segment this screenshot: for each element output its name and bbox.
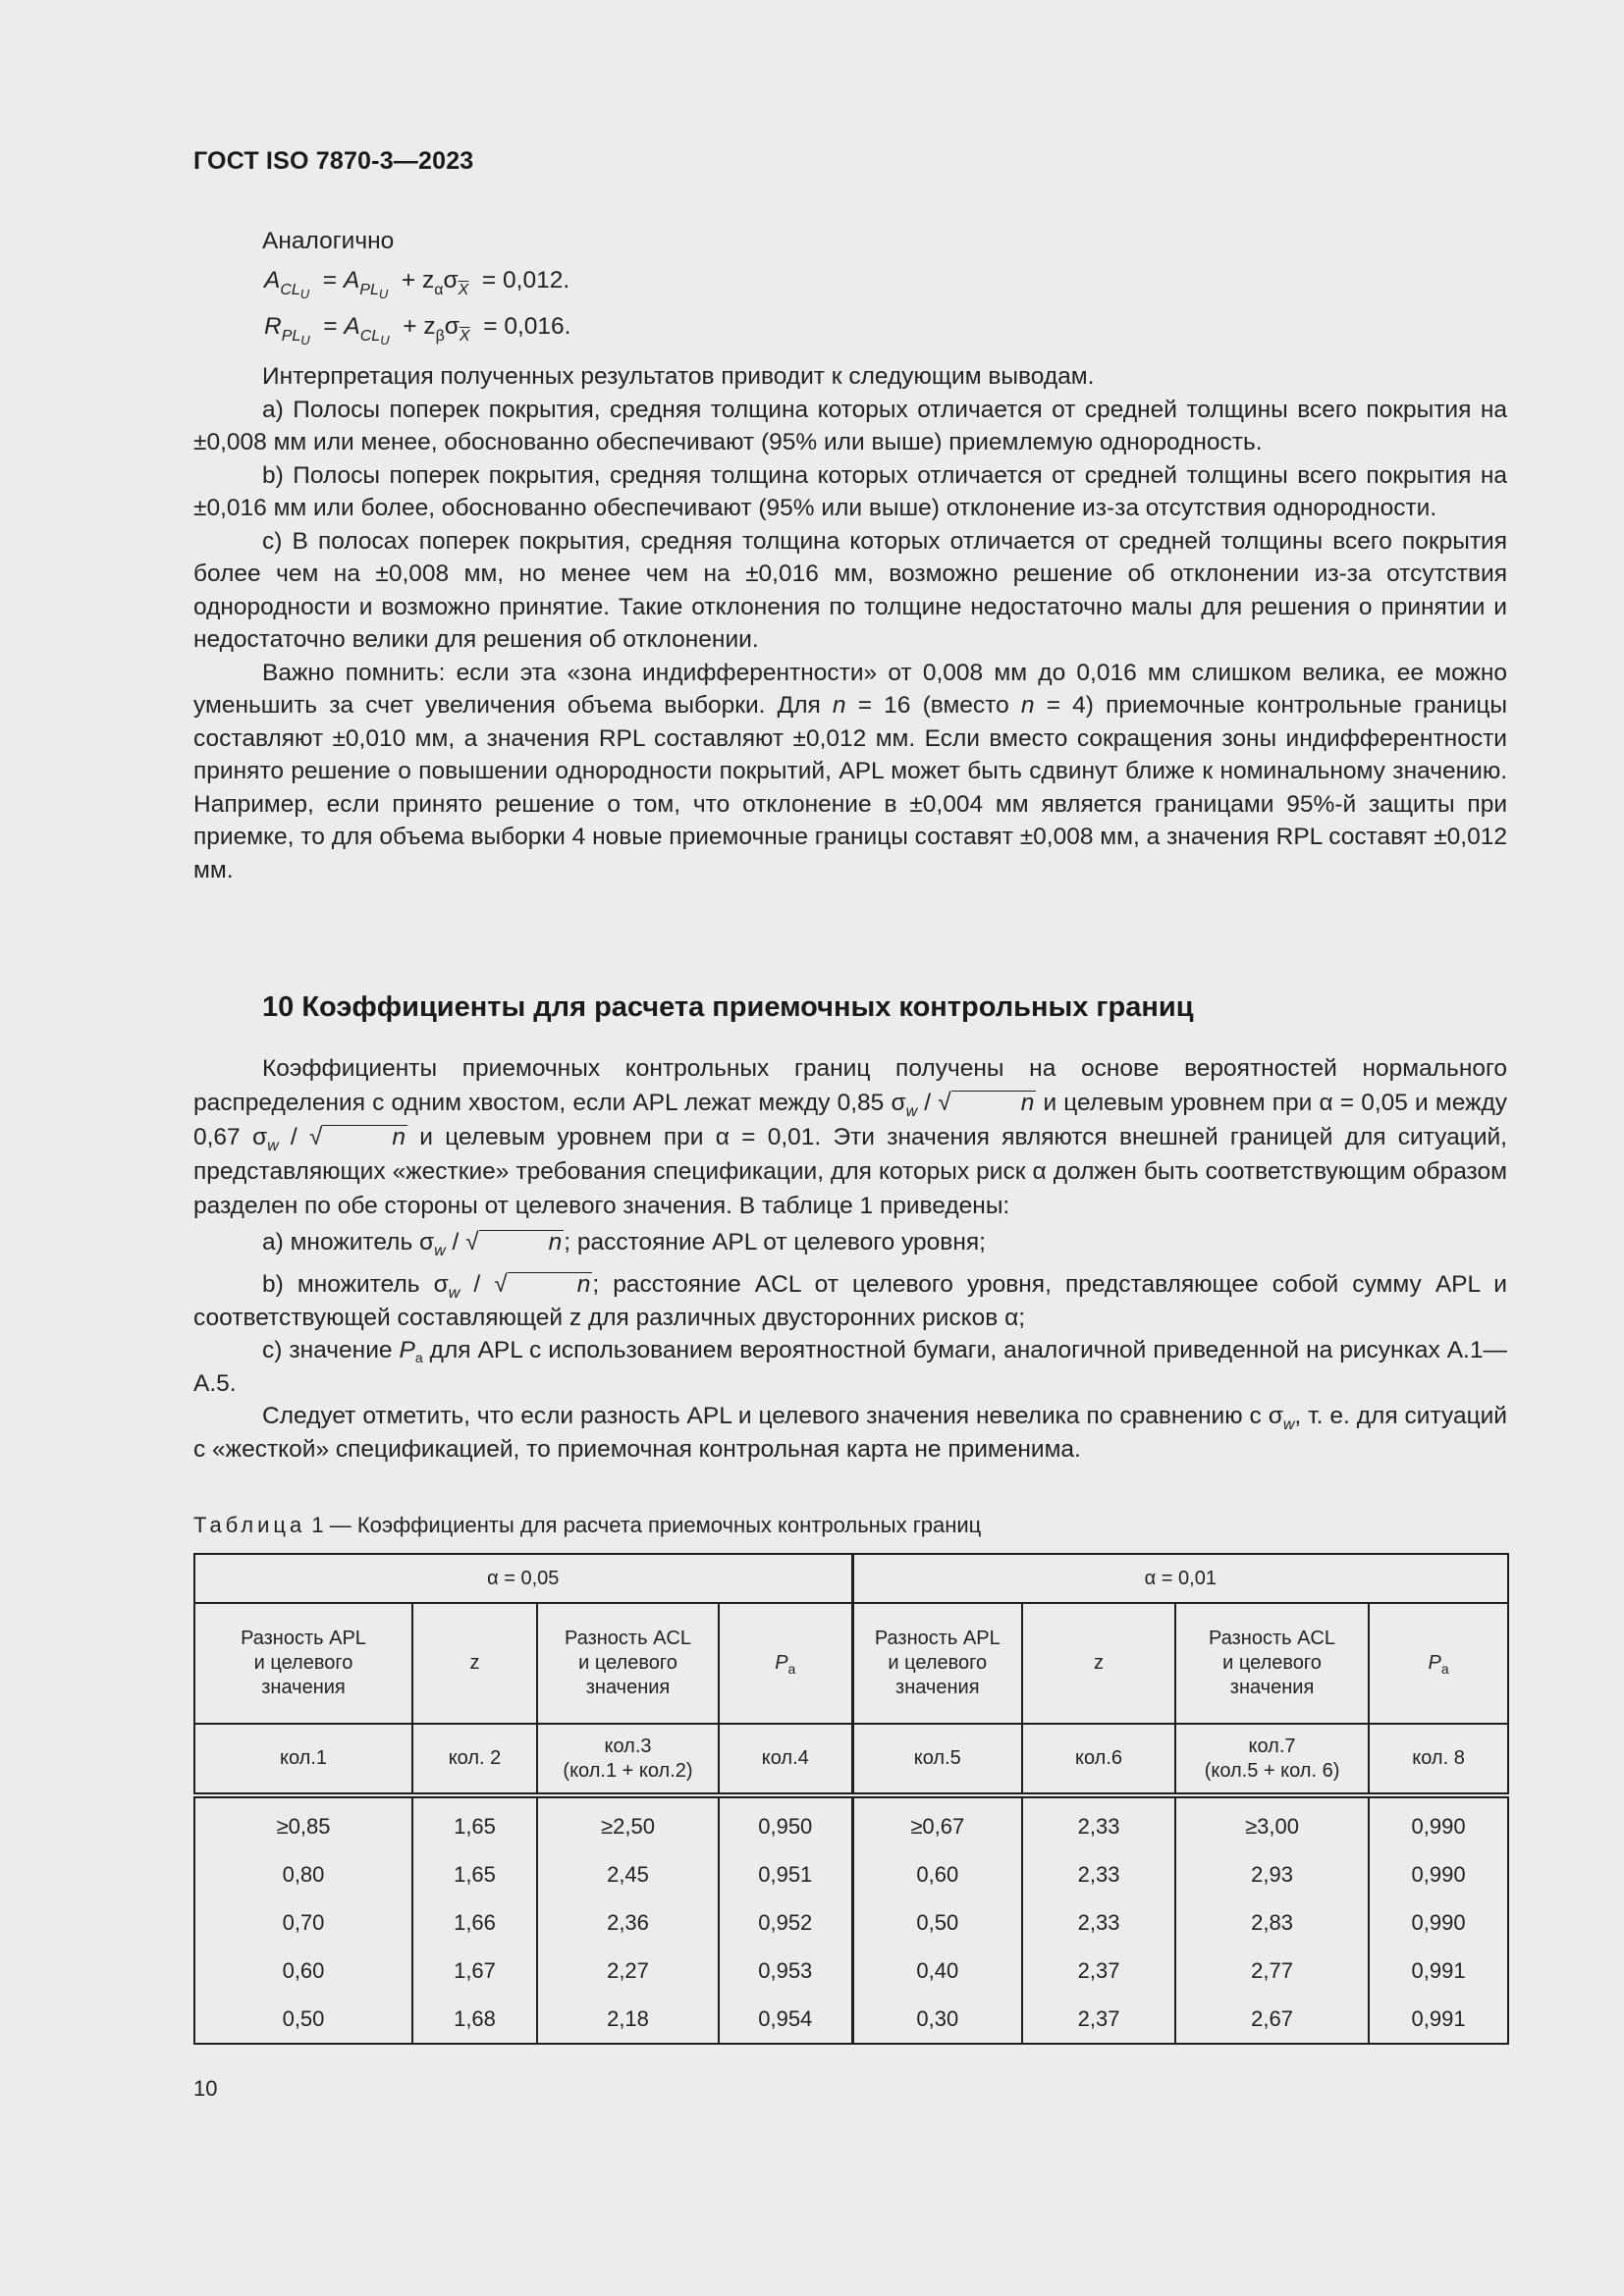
table-cell: 0,80 xyxy=(194,1850,412,1898)
col-label-2: кол. 2 xyxy=(412,1724,537,1795)
interpretation-item-c: c) В полосах поперек покрытия, средняя толщина которых отличается от средней толщины всего покрытия более чем на ±0,008 мм, но менее чем на ±0,016 мм, возможно решение об отклонении из-за отсутствия однородности и возможно принятие. Такие отклонения по толщине недостаточно малы для решения о принятии и недостаточно велики для решения об отклонении. xyxy=(193,527,1507,653)
header-pa: $P_a$ xyxy=(1369,1603,1508,1724)
col-label-4: кол.4 xyxy=(719,1724,852,1795)
group-alpha-001: α = 0,01 xyxy=(852,1554,1508,1603)
table-cell: 1,68 xyxy=(412,1995,537,2044)
interpretation-item-b: b) Полосы поперек покрытия, средняя толщина которых отличается от средней толщины всего покрытия на ±0,016 мм или более, обоснованно обеспечивают (95% или выше) отклонение из-за отсутствия однородности. xyxy=(193,461,1507,521)
section10-note: Следует отметить, что если разность APL и целевого значения невелика по сравнению с $\sigma_w$, т. е. для ситуаций с «жесткой» спецификацией, то приемочная контрольная карта не применима. xyxy=(193,1403,1507,1463)
section10-item-a: a) множитель $\sigma_w$ / √ n; расстояние APL от целевого уровня; xyxy=(262,1229,986,1259)
table-cell: 2,27 xyxy=(537,1947,719,1995)
table-cell: 2,83 xyxy=(1175,1898,1369,1947)
formula-acl: $A_{CL_U} = A_{PL_U} + z_\alpha\sigma_{\overline{X}} = 0,012$. xyxy=(264,267,570,301)
interpretation-item-a: a) Полосы поперек покрытия, средняя толщина которых отличается от средней толщины всего покрытия на ±0,008 мм или менее, обоснованно обеспечивают (95% или выше) приемлемую однородность. xyxy=(193,396,1507,455)
col-label-8: кол. 8 xyxy=(1369,1724,1508,1795)
table-cell: 2,18 xyxy=(537,1995,719,2044)
table-row xyxy=(194,1995,1508,2044)
table-cell: 0,990 xyxy=(1369,1850,1508,1898)
table-cell: 2,45 xyxy=(537,1850,719,1898)
section10-body xyxy=(193,1051,1507,1466)
sigma-over-sqrt-n: $\sigma_w$ / √ n xyxy=(433,1271,591,1302)
table-header-row xyxy=(194,1603,1508,1724)
table-cell: 2,33 xyxy=(1022,1850,1175,1898)
table-cell: 1,67 xyxy=(412,1947,537,1995)
table-cell: 2,33 xyxy=(1022,1795,1175,1850)
table-cell: 0,990 xyxy=(1369,1795,1508,1850)
table-cell: 0,991 xyxy=(1369,1947,1508,1995)
table-group-header-row xyxy=(194,1554,1508,1603)
table-row xyxy=(194,1947,1508,1995)
table-cell: ≥3,00 xyxy=(1175,1795,1369,1850)
table-cell: 0,70 xyxy=(194,1898,412,1947)
group-alpha-005: α = 0,05 xyxy=(194,1554,852,1603)
interpretation-lead: Интерпретация полученных результатов приводит к следующим выводам. xyxy=(262,363,1095,390)
table-cell: 0,990 xyxy=(1369,1898,1508,1947)
table-cell: 1,66 xyxy=(412,1898,537,1947)
sigma-over-sqrt-n: $\sigma_w$ / √ n xyxy=(419,1229,563,1259)
header-acl-diff: Разность ACL и целевого значения xyxy=(1175,1603,1369,1724)
table-row xyxy=(194,1850,1508,1898)
header-z: z xyxy=(1022,1603,1175,1724)
table-cell: 0,30 xyxy=(852,1995,1022,2044)
intro-block xyxy=(193,225,1507,349)
col-label-5: кол.5 xyxy=(852,1724,1022,1795)
table-cell: 0,951 xyxy=(719,1850,852,1898)
table-cell: 2,33 xyxy=(1022,1898,1175,1947)
table-cell: 0,950 xyxy=(719,1795,852,1850)
section-heading: 10 Коэффициенты для расчета приемочных контрольных границ xyxy=(262,991,1194,1023)
table-cell: 1,65 xyxy=(412,1795,537,1850)
table-cell: 0,954 xyxy=(719,1995,852,2044)
table-row xyxy=(194,1898,1508,1947)
sigma-over-sqrt-n: $\sigma_w$ / √ n xyxy=(251,1124,406,1154)
similarly-label: Аналогично xyxy=(262,228,395,254)
document-id-header: ГОСТ ISO 7870-3—2023 xyxy=(193,147,474,175)
header-pa: $P_a$ xyxy=(719,1603,852,1724)
col-label-1: кол.1 xyxy=(194,1724,412,1795)
table-cell: ≥0,67 xyxy=(852,1795,1022,1850)
table-cell: 2,37 xyxy=(1022,1995,1175,2044)
table-cell: 0,60 xyxy=(194,1947,412,1995)
table-cell: 1,65 xyxy=(412,1850,537,1898)
col-label-6: кол.6 xyxy=(1022,1724,1175,1795)
table-cell: 2,77 xyxy=(1175,1947,1369,1995)
table-cell: 0,991 xyxy=(1369,1995,1508,2044)
sigma-over-sqrt-n: $\sigma_w$ / √ n xyxy=(891,1090,1035,1120)
header-z: z xyxy=(412,1603,537,1724)
table-cell: 0,50 xyxy=(852,1898,1022,1947)
formula-rpl: $R_{PL_U} = A_{CL_U} + z_\beta\sigma_{\overline{X}} = 0,016$. xyxy=(264,313,571,347)
table-cell: 0,952 xyxy=(719,1898,852,1947)
table-column-numbers-row xyxy=(194,1724,1508,1795)
table-cell: 2,36 xyxy=(537,1898,719,1947)
section10-item-c: c) значение $P_a$ для APL с использованием вероятностной бумаги, аналогичной приведенной на рисунках А.1—А.5. xyxy=(193,1337,1507,1397)
interpretation-block xyxy=(193,360,1507,886)
header-apl-diff: Разность APL и целевого значения xyxy=(194,1603,412,1724)
table-cell: 2,37 xyxy=(1022,1947,1175,1995)
table-cell: 2,67 xyxy=(1175,1995,1369,2044)
col-label-7: кол.7 (кол.5 + кол. 6) xyxy=(1175,1724,1369,1795)
header-acl-diff: Разность ACL и целевого значения xyxy=(537,1603,719,1724)
indifference-zone-note: Важно помнить: если эта «зона индифферентности» от 0,008 мм до 0,016 мм слишком велика, ее можно уменьшить за счет увеличения объема выборки. Для n = 16 (вместо n = 4) приемочные контрольные границы составляют ±0,010 мм, а значения RPL составляют ±0,012 мм. Если вместо сокращения зоны индифферентности принято решение о повышении однородности покрытий, APL может быть сдвинут ближе к номинальному значению. Например, если принято решение о том, что отклонение в ±0,004 мм является границами 95%-й защиты при приемке, то для объема выборки 4 новые приемочные границы составят ±0,008 мм, а значения RPL составят ±0,012 мм. xyxy=(193,659,1507,883)
table-caption: Таблица 1 — Коэффициенты для расчета приемочных контрольных границ xyxy=(193,1513,982,1537)
table-row xyxy=(194,1795,1508,1850)
page-number: 10 xyxy=(193,2076,218,2101)
table-cell: ≥0,85 xyxy=(194,1795,412,1850)
table-cell: 0,40 xyxy=(852,1947,1022,1995)
coefficients-table xyxy=(193,1553,1509,2045)
section10-paragraph: Коэффициенты приемочных контрольных границ получены на основе вероятностей нормального распределения с одним хвостом, если APL лежат между 0,85 $\sigma_w$ / √ n и целевым уровнем при α = 0,05 и между 0,67 $\sigma_w$ / √ n и целевым уровнем при α = 0,01. Эти значения являются внешней границей для ситуаций, представляющих «жесткие» требования спецификации, для которых риск α должен быть соответствующим образом разделен по обе стороны от целевого значения. В таблице 1 приведены: xyxy=(193,1055,1508,1219)
table-cell: ≥2,50 xyxy=(537,1795,719,1850)
table-cell: 2,93 xyxy=(1175,1850,1369,1898)
table-cell: 0,50 xyxy=(194,1995,412,2044)
table-cell: 0,60 xyxy=(852,1850,1022,1898)
col-label-3: кол.3 (кол.1 + кол.2) xyxy=(537,1724,719,1795)
table-cell: 0,953 xyxy=(719,1947,852,1995)
header-apl-diff: Разность APL и целевого значения xyxy=(852,1603,1022,1724)
section10-item-b: b) множитель $\sigma_w$ / √ n; расстояние ACL от целевого уровня, представляющее собой сумму APL и соответствующей составляющей z для различных двусторонних рисков α; xyxy=(193,1271,1507,1331)
